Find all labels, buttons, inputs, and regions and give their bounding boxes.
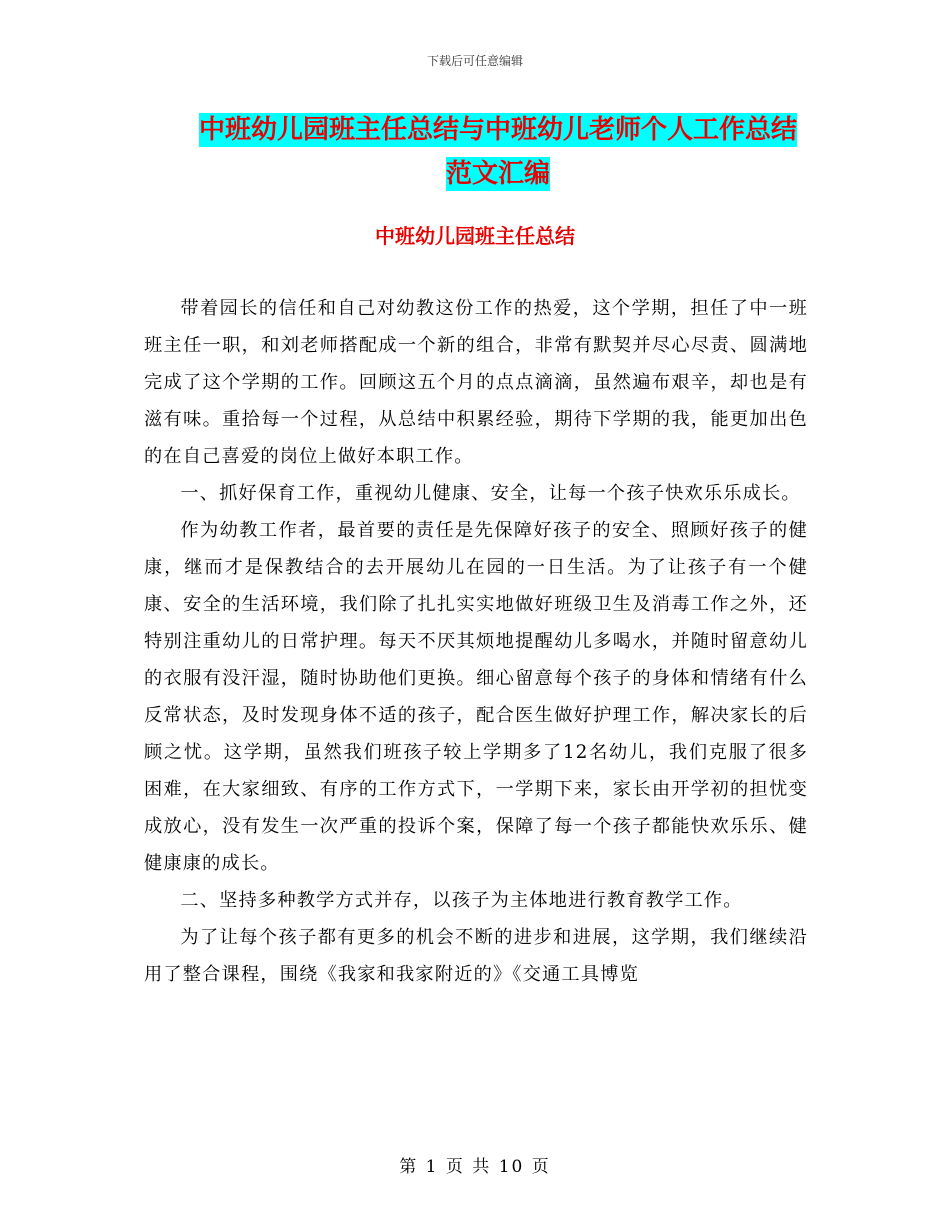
paragraph: 为了让每个孩子都有更多的机会不断的进步和进展，这学期，我们继续沿用了整合课程，围绕《我家和我家附近的》《交通工具博览 (144, 927, 808, 985)
document-title-line-1: 中班幼儿园班主任总结与中班幼儿老师个人工作总结 (198, 115, 797, 145)
document-title-line-2: 范文汇编 (445, 159, 550, 189)
paragraph: 二、坚持多种教学方式并存，以孩子为主体地进行教育教学工作。 (180, 890, 743, 911)
header-note: 下载后可任意编辑 (426, 54, 523, 68)
page-footer: 第 1 页 共 10 页 (399, 1157, 551, 1177)
section-title: 中班幼儿园班主任总结 (375, 224, 575, 248)
document-title (140, 108, 856, 196)
paragraph: 作为幼教工作者，最首要的责任是先保障好孩子的安全、照顾好孩子的健康，继而才是保教结合的去开展幼儿在园的一日生活。为了让孩子有一个健康、安全的生活环境，我们除了扎扎实实地做好班级卫生及消毒工作之外，还特别注重幼儿的日常护理。每天不厌其烦地提醒幼儿多喝水，并随时留意幼儿的衣服有没汗湿，随时协助他们更换。细心留意每个孩子的身体和情绪有什么反常状态，及时发现身体不适的孩子，配合医生做好护理工作，解决家长的后顾之忧。这学期，虽然我们班孩子较上学期多了12名幼儿，我们克服了很多困难，在大家细致、有序的工作方式下，一学期下来，家长由开学初的担忧变成放心，没有发生一次严重的投诉个案，保障了每一个孩子都能快欢乐乐、健健康康的成长。 (144, 520, 808, 874)
paragraph: 带着园长的信任和自己对幼教这份工作的热爱，这个学期，担任了中一班班主任一职，和刘老师搭配成一个新的组合，非常有默契并尽心尽责、圆满地完成了这个学期的工作。回顾这五个月的点点滴滴，虽然遍布艰辛，却也是有滋有味。重拾每一个过程，从总结中积累经验，期待下学期的我，能更加出色的在自己喜爱的岗位上做好本职工作。 (144, 298, 808, 467)
paragraph: 一、抓好保育工作，重视幼儿健康、安全，让每一个孩子快欢乐乐成长。 (180, 483, 801, 504)
document-body (144, 290, 808, 993)
